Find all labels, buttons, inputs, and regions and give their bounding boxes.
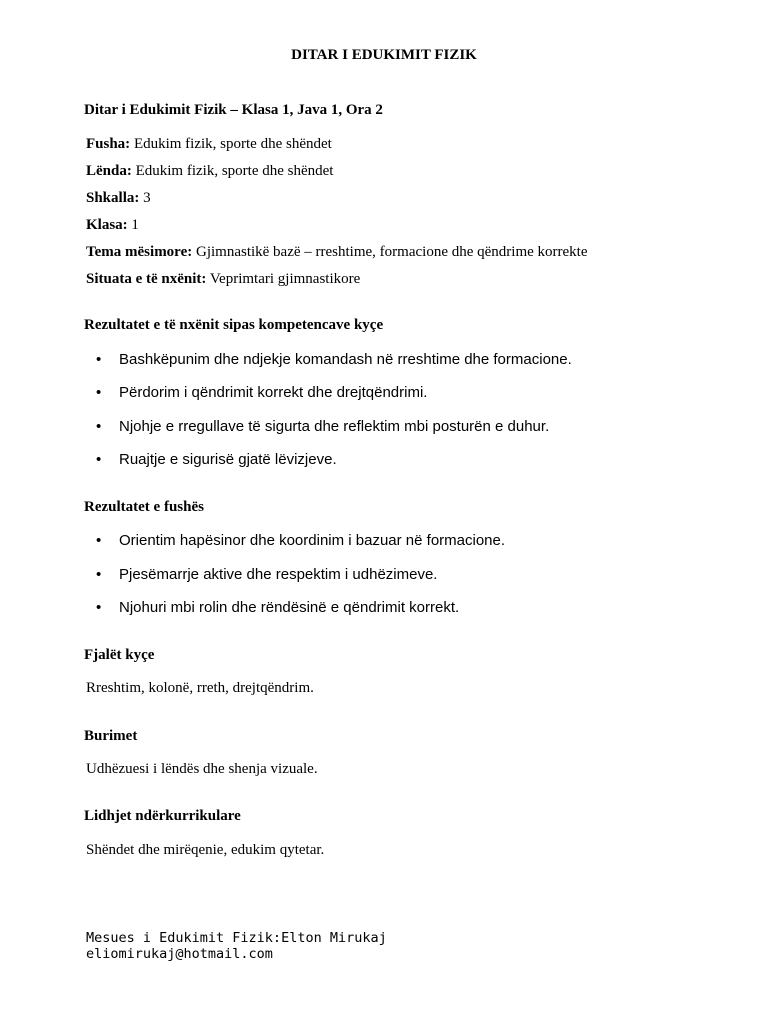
field-situata	[86, 271, 360, 288]
bullet-icon: •	[96, 566, 102, 583]
section-heading-field-results: Rezultatet e fushës	[84, 499, 204, 515]
keywords-text: Rreshtim, kolonë, rreth, drejtqëndrim.	[86, 680, 314, 696]
section-heading-competence: Rezultatet e të nxënit sipas kompetencave kyçe	[84, 317, 384, 333]
list-item-text: Njohje e rregullave të sigurta dhe reflektim mbi posturën e duhur.	[119, 418, 550, 435]
field-label: Situata e të nxënit:	[86, 271, 207, 287]
bullet-icon: •	[96, 418, 102, 435]
bullet-icon: •	[96, 384, 102, 401]
field-lenda	[86, 163, 333, 180]
list-item-text: Përdorim i qëndrimit korrekt dhe drejtqëndrimi.	[119, 384, 428, 401]
bullet-icon: •	[96, 451, 102, 468]
footer-email: eliomirukaj@hotmail.com	[86, 946, 273, 962]
resources-text: Udhëzuesi i lëndës dhe shenja vizuale.	[86, 761, 318, 777]
footer-teacher: Mesues i Edukimit Fizik:Elton Mirukaj	[86, 930, 387, 946]
cross-curricular-text: Shëndet dhe mirëqenie, edukim qytetar.	[86, 842, 325, 858]
list-item-text: Orientim hapësinor dhe koordinim i bazuar në formacione.	[119, 532, 506, 549]
field-value: 1	[131, 217, 139, 233]
section-heading-cross-curricular: Lidhjet ndërkurrikulare	[84, 808, 241, 824]
field-shkalla	[86, 190, 151, 207]
field-label: Fusha:	[86, 136, 131, 152]
field-klasa	[86, 217, 139, 234]
field-label: Klasa:	[86, 217, 128, 233]
list-item-text: Njohuri mbi rolin dhe rëndësinë e qëndrimit korrekt.	[119, 599, 460, 616]
field-value: 3	[143, 190, 151, 206]
field-value: Edukim fizik, sporte dhe shëndet	[133, 136, 332, 152]
field-fusha	[86, 136, 332, 153]
field-label: Lënda:	[86, 163, 132, 179]
bullet-icon: •	[96, 532, 102, 549]
section-heading-keywords: Fjalët kyçe	[84, 647, 155, 663]
field-label: Shkalla:	[86, 190, 140, 206]
field-value: Gjimnastikë bazë – rreshtime, formacione dhe qëndrime korrekte	[195, 244, 588, 260]
document-title: DITAR I EDUKIMIT FIZIK	[291, 47, 477, 63]
field-value: Veprimtari gjimnastikore	[209, 271, 361, 287]
lesson-subtitle: Ditar i Edukimit Fizik – Klasa 1, Java 1, Ora 2	[84, 102, 383, 118]
section-heading-resources: Burimet	[84, 728, 138, 744]
field-label: Tema mësimore:	[86, 244, 193, 260]
list-item-text: Ruajtje e sigurisë gjatë lëvizjeve.	[119, 451, 337, 468]
bullet-icon: •	[96, 599, 102, 616]
field-value: Edukim fizik, sporte dhe shëndet	[135, 163, 334, 179]
list-item-text: Bashkëpunim dhe ndjekje komandash në rreshtime dhe formacione.	[119, 351, 572, 368]
list-item-text: Pjesëmarrje aktive dhe respektim i udhëzimeve.	[119, 566, 438, 583]
field-tema	[86, 244, 588, 261]
bullet-icon: •	[96, 351, 102, 368]
